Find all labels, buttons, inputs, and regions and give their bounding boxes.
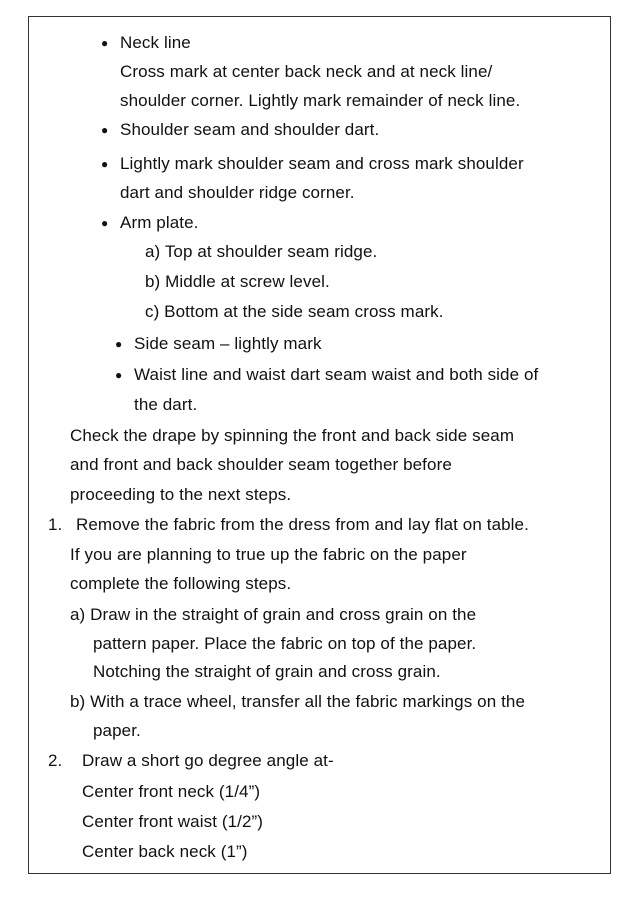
step-1-number: 1.	[48, 515, 63, 534]
check-drape-3: proceeding to the next steps.	[70, 485, 292, 504]
step-1-a-2: pattern paper. Place the fabric on top of the paper.	[93, 634, 477, 653]
bullet-icon: ●	[101, 36, 109, 50]
bullet-icon: ●	[101, 123, 109, 137]
bullet-icon: ●	[101, 216, 109, 230]
step-2-number: 2.	[48, 751, 63, 770]
step-1-sub-1: If you are planning to true up the fabric on the paper	[70, 545, 467, 564]
neck-line-desc-2: shoulder corner. Lightly mark remainder of neck line.	[120, 91, 521, 110]
neck-line-title: Neck line	[120, 33, 191, 52]
shoulder-lightly-2: dart and shoulder ridge corner.	[120, 183, 355, 202]
bullet-icon: ●	[115, 368, 123, 382]
step-2-item-3: Center back neck (1”)	[82, 842, 248, 861]
waist-line-2: the dart.	[134, 395, 198, 414]
step-1-a-3: Notching the straight of grain and cross grain.	[93, 662, 441, 681]
step-1-a-1: a) Draw in the straight of grain and cross grain on the	[70, 605, 477, 624]
step-2-text: Draw a short go degree angle at-	[82, 751, 334, 770]
check-drape-2: and front and back shoulder seam together before	[70, 455, 452, 474]
side-seam: Side seam – lightly mark	[134, 334, 322, 353]
waist-line-1: Waist line and waist dart seam waist and both side of	[134, 365, 539, 384]
step-2-item-2: Center front waist (1/2”)	[82, 812, 264, 831]
arm-plate-b: b) Middle at screw level.	[145, 272, 330, 291]
arm-plate-c: c) Bottom at the side seam cross mark.	[145, 302, 444, 321]
check-drape-1: Check the drape by spinning the front and back side seam	[70, 426, 515, 445]
neck-line-desc-1: Cross mark at center back neck and at neck line/	[120, 62, 493, 81]
shoulder-seam-title: Shoulder seam and shoulder dart.	[120, 120, 380, 139]
step-1-text: Remove the fabric from the dress from and lay flat on table.	[76, 515, 529, 534]
step-2-item-1: Center front neck (1/4”)	[82, 782, 261, 801]
arm-plate-a: a) Top at shoulder seam ridge.	[145, 242, 378, 261]
arm-plate-title: Arm plate.	[120, 213, 199, 232]
shoulder-lightly-1: Lightly mark shoulder seam and cross mark shoulder	[120, 154, 524, 173]
bullet-icon: ●	[101, 157, 109, 171]
step-1-b-2: paper.	[93, 721, 141, 740]
bullet-icon: ●	[115, 337, 123, 351]
step-1-sub-2: complete the following steps.	[70, 574, 292, 593]
step-1-b-1: b) With a trace wheel, transfer all the fabric markings on the	[70, 692, 526, 711]
